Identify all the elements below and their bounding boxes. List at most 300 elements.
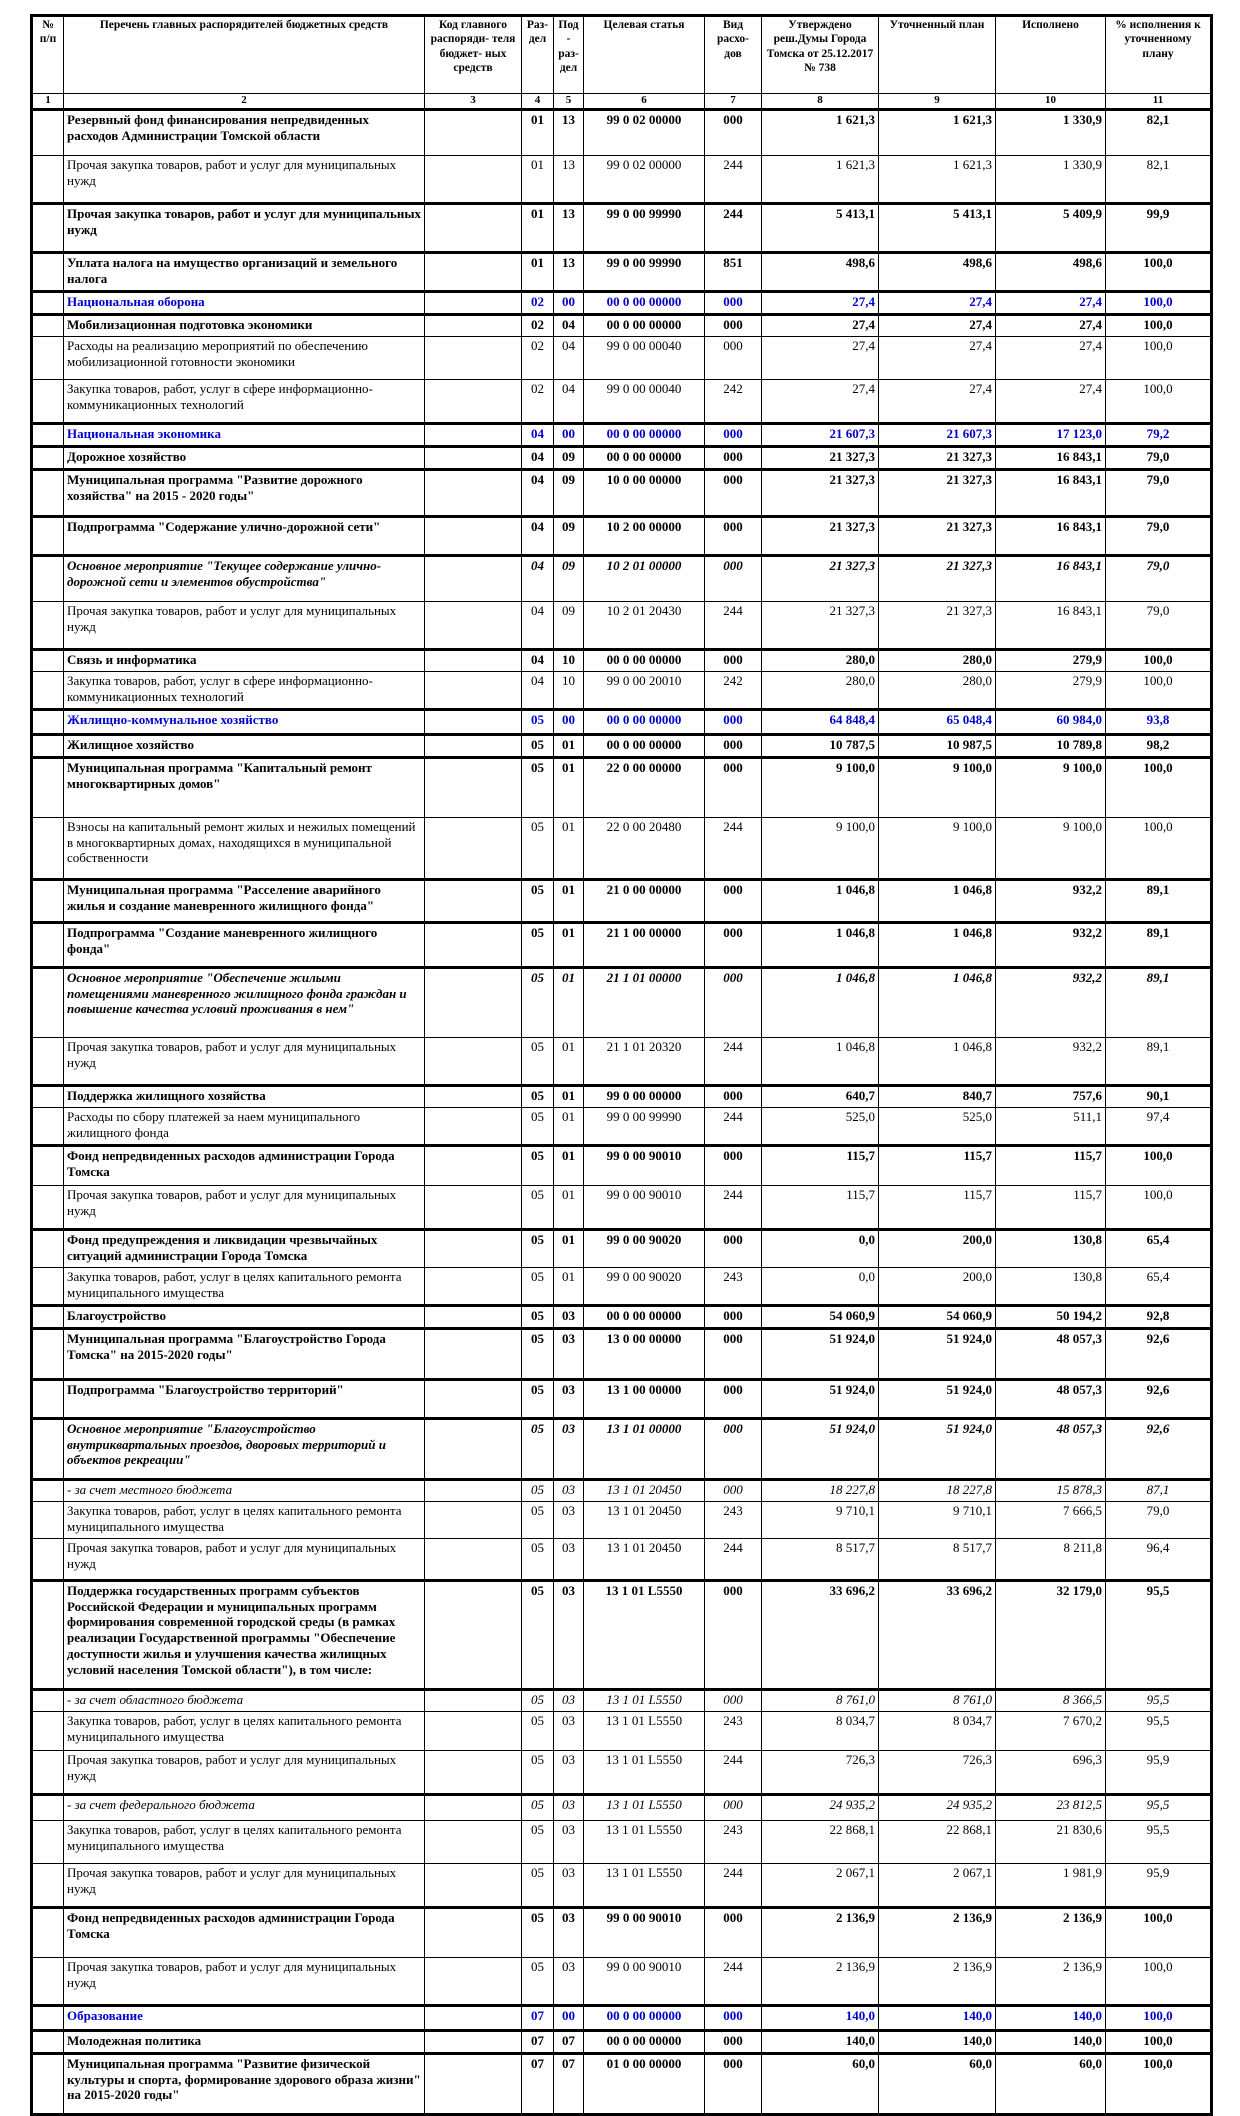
table-row [32, 1820, 1212, 1863]
cell-updated-plan: 280,0 [879, 671, 996, 709]
cell-grbs-code [425, 2053, 522, 2114]
cell-row-number [32, 1107, 64, 1145]
cell-podrazdel: 13 [554, 203, 584, 252]
cell-razdel: 05 [522, 1145, 554, 1185]
cell-percent: 79,0 [1106, 555, 1212, 601]
cell-updated-plan: 8 517,7 [879, 1538, 996, 1580]
cell-podrazdel: 01 [554, 1037, 584, 1085]
cell-approved: 9 100,0 [762, 817, 879, 879]
cell-expense-type: 000 [705, 757, 762, 817]
table-row [32, 1863, 1212, 1907]
cell-target-article: 10 2 01 00000 [584, 555, 705, 601]
cell-percent: 100,0 [1106, 757, 1212, 817]
cell-approved: 2 067,1 [762, 1863, 879, 1907]
cell-percent: 97,4 [1106, 1107, 1212, 1145]
cell-name: Прочая закупка товаров, работ и услуг для муниципальных нужд [64, 1538, 425, 1580]
table-row [32, 2053, 1212, 2114]
cell-updated-plan: 140,0 [879, 2005, 996, 2030]
cell-expense-type: 000 [705, 291, 762, 314]
cell-razdel: 04 [522, 671, 554, 709]
cell-podrazdel: 09 [554, 469, 584, 516]
table-row [32, 516, 1212, 555]
cell-target-article: 13 1 01 L5550 [584, 1689, 705, 1711]
cell-grbs-code [425, 1957, 522, 2005]
cell-percent: 92,6 [1106, 1418, 1212, 1479]
cell-podrazdel: 03 [554, 1794, 584, 1820]
cell-razdel: 05 [522, 1501, 554, 1538]
cell-row-number [32, 1711, 64, 1750]
table-row [32, 423, 1212, 446]
cell-expense-type: 000 [705, 1328, 762, 1379]
cell-row-number [32, 555, 64, 601]
cell-executed: 27,4 [996, 291, 1106, 314]
cell-target-article: 00 0 00 00000 [584, 709, 705, 734]
cell-expense-type: 000 [705, 555, 762, 601]
cell-row-number [32, 1145, 64, 1185]
cell-podrazdel: 03 [554, 1820, 584, 1863]
column-header-3: Код главного распоряди- теля бюджет- ных средств [425, 16, 522, 94]
column-header-2: Перечень главных распорядителей бюджетных средств [64, 16, 425, 94]
cell-expense-type: 243 [705, 1711, 762, 1750]
cell-target-article: 13 1 01 L5550 [584, 1794, 705, 1820]
cell-row-number [32, 1328, 64, 1379]
cell-percent: 100,0 [1106, 1145, 1212, 1185]
cell-expense-type: 243 [705, 1820, 762, 1863]
cell-target-article: 13 1 01 20450 [584, 1538, 705, 1580]
cell-row-number [32, 379, 64, 423]
cell-row-number [32, 1863, 64, 1907]
cell-podrazdel: 01 [554, 922, 584, 967]
column-header-6: Целевая статья [584, 16, 705, 94]
column-number-6: 6 [584, 94, 705, 110]
cell-name: Муниципальная программа "Благоустройство Города Томска" на 2015-2020 годы" [64, 1328, 425, 1379]
cell-target-article: 13 1 01 L5550 [584, 1711, 705, 1750]
cell-executed: 16 843,1 [996, 446, 1106, 469]
cell-updated-plan: 33 696,2 [879, 1580, 996, 1689]
cell-podrazdel: 03 [554, 1580, 584, 1689]
table-row [32, 709, 1212, 734]
cell-updated-plan: 726,3 [879, 1750, 996, 1794]
table-row [32, 671, 1212, 709]
cell-razdel: 01 [522, 155, 554, 203]
cell-percent: 95,9 [1106, 1863, 1212, 1907]
cell-grbs-code [425, 1229, 522, 1267]
cell-row-number [32, 1794, 64, 1820]
cell-row-number [32, 314, 64, 336]
cell-executed: 60 984,0 [996, 709, 1106, 734]
cell-percent: 93,8 [1106, 709, 1212, 734]
cell-name: Основное мероприятие "Благоустройство внутриквартальных проездов, дворовых территорий и объектов рекреации" [64, 1418, 425, 1479]
table-row [32, 649, 1212, 671]
cell-executed: 2 136,9 [996, 1907, 1106, 1957]
cell-target-article: 13 1 01 00000 [584, 1418, 705, 1479]
cell-target-article: 10 2 01 20430 [584, 601, 705, 649]
cell-razdel: 05 [522, 922, 554, 967]
cell-updated-plan: 200,0 [879, 1267, 996, 1305]
cell-updated-plan: 65 048,4 [879, 709, 996, 734]
cell-name: Закупка товаров, работ, услуг в целях капитального ремонта муниципального имущества [64, 1267, 425, 1305]
table-row [32, 757, 1212, 817]
cell-razdel: 02 [522, 336, 554, 379]
cell-name: Закупка товаров, работ, услуг в целях капитального ремонта муниципального имущества [64, 1820, 425, 1863]
cell-updated-plan: 22 868,1 [879, 1820, 996, 1863]
cell-approved: 21 607,3 [762, 423, 879, 446]
cell-row-number [32, 1689, 64, 1711]
cell-updated-plan: 140,0 [879, 2030, 996, 2053]
table-row [32, 109, 1212, 155]
column-number-11: 11 [1106, 94, 1212, 110]
column-number-7: 7 [705, 94, 762, 110]
cell-razdel: 05 [522, 1418, 554, 1479]
cell-percent: 79,0 [1106, 601, 1212, 649]
cell-updated-plan: 21 607,3 [879, 423, 996, 446]
cell-name: Уплата налога на имущество организаций и земельного налога [64, 252, 425, 291]
cell-row-number [32, 1085, 64, 1107]
table-row [32, 291, 1212, 314]
cell-executed: 10 789,8 [996, 734, 1106, 757]
table-row [32, 469, 1212, 516]
cell-executed: 23 812,5 [996, 1794, 1106, 1820]
table-row [32, 555, 1212, 601]
cell-target-article: 99 0 00 90010 [584, 1185, 705, 1229]
cell-percent: 90,1 [1106, 1085, 1212, 1107]
cell-executed: 1 981,9 [996, 1863, 1106, 1907]
cell-target-article: 13 1 01 20450 [584, 1501, 705, 1538]
cell-target-article: 00 0 00 00000 [584, 734, 705, 757]
cell-approved: 22 868,1 [762, 1820, 879, 1863]
cell-razdel: 02 [522, 291, 554, 314]
cell-approved: 21 327,3 [762, 601, 879, 649]
cell-approved: 1 046,8 [762, 967, 879, 1037]
cell-approved: 1 046,8 [762, 879, 879, 922]
cell-name: Закупка товаров, работ, услуг в целях капитального ремонта муниципального имущества [64, 1501, 425, 1538]
cell-razdel: 05 [522, 1711, 554, 1750]
cell-target-article: 21 1 01 00000 [584, 967, 705, 1037]
cell-row-number [32, 967, 64, 1037]
cell-name: Благоустройство [64, 1305, 425, 1328]
cell-grbs-code [425, 2030, 522, 2053]
cell-percent: 100,0 [1106, 336, 1212, 379]
cell-approved: 33 696,2 [762, 1580, 879, 1689]
cell-updated-plan: 280,0 [879, 649, 996, 671]
cell-updated-plan: 27,4 [879, 379, 996, 423]
cell-updated-plan: 21 327,3 [879, 469, 996, 516]
cell-podrazdel: 01 [554, 1185, 584, 1229]
cell-target-article: 01 0 00 00000 [584, 2053, 705, 2114]
cell-approved: 9 100,0 [762, 757, 879, 817]
cell-name: Поддержка жилищного хозяйства [64, 1085, 425, 1107]
cell-grbs-code [425, 252, 522, 291]
cell-executed: 1 330,9 [996, 155, 1106, 203]
cell-executed: 757,6 [996, 1085, 1106, 1107]
cell-expense-type: 000 [705, 1305, 762, 1328]
table-row [32, 1538, 1212, 1580]
cell-razdel: 07 [522, 2030, 554, 2053]
cell-approved: 140,0 [762, 2030, 879, 2053]
table-row [32, 1501, 1212, 1538]
cell-percent: 100,0 [1106, 1907, 1212, 1957]
cell-target-article: 99 0 02 00000 [584, 109, 705, 155]
cell-grbs-code [425, 649, 522, 671]
cell-podrazdel: 04 [554, 379, 584, 423]
cell-grbs-code [425, 1379, 522, 1418]
table-row [32, 601, 1212, 649]
cell-executed: 130,8 [996, 1267, 1106, 1305]
cell-target-article: 99 0 00 20010 [584, 671, 705, 709]
column-number-3: 3 [425, 94, 522, 110]
cell-approved: 726,3 [762, 1750, 879, 1794]
cell-expense-type: 000 [705, 1689, 762, 1711]
cell-grbs-code [425, 757, 522, 817]
cell-row-number [32, 1957, 64, 2005]
cell-executed: 2 136,9 [996, 1957, 1106, 2005]
cell-expense-type: 242 [705, 379, 762, 423]
cell-row-number [32, 155, 64, 203]
cell-target-article: 13 1 01 20450 [584, 1479, 705, 1501]
cell-grbs-code [425, 817, 522, 879]
cell-percent: 79,2 [1106, 423, 1212, 446]
cell-razdel: 05 [522, 1479, 554, 1501]
cell-row-number [32, 922, 64, 967]
cell-podrazdel: 01 [554, 1229, 584, 1267]
cell-target-article: 21 1 00 00000 [584, 922, 705, 967]
cell-updated-plan: 1 621,3 [879, 109, 996, 155]
cell-approved: 2 136,9 [762, 1957, 879, 2005]
cell-razdel: 05 [522, 879, 554, 922]
cell-razdel: 04 [522, 446, 554, 469]
cell-name: Мобилизационная подготовка экономики [64, 314, 425, 336]
cell-grbs-code [425, 1107, 522, 1145]
cell-row-number [32, 1305, 64, 1328]
cell-percent: 79,0 [1106, 469, 1212, 516]
cell-grbs-code [425, 446, 522, 469]
cell-expense-type: 244 [705, 1538, 762, 1580]
cell-executed: 60,0 [996, 2053, 1106, 2114]
cell-row-number [32, 446, 64, 469]
cell-updated-plan: 51 924,0 [879, 1328, 996, 1379]
cell-podrazdel: 09 [554, 516, 584, 555]
header-number-row [32, 94, 1212, 110]
cell-updated-plan: 525,0 [879, 1107, 996, 1145]
cell-razdel: 05 [522, 757, 554, 817]
table-row [32, 252, 1212, 291]
cell-target-article: 99 0 00 99990 [584, 1107, 705, 1145]
cell-grbs-code [425, 1820, 522, 1863]
column-header-1: № п/п [32, 16, 64, 94]
cell-expense-type: 243 [705, 1501, 762, 1538]
cell-row-number [32, 516, 64, 555]
cell-razdel: 07 [522, 2005, 554, 2030]
cell-percent: 100,0 [1106, 1185, 1212, 1229]
cell-podrazdel: 09 [554, 555, 584, 601]
table-row [32, 967, 1212, 1037]
cell-razdel: 01 [522, 109, 554, 155]
cell-grbs-code [425, 1037, 522, 1085]
table-row [32, 1085, 1212, 1107]
cell-razdel: 05 [522, 1689, 554, 1711]
header-label-row [32, 16, 1212, 94]
cell-approved: 115,7 [762, 1145, 879, 1185]
cell-name: - за счет федерального бюджета [64, 1794, 425, 1820]
cell-row-number [32, 336, 64, 379]
cell-target-article: 99 0 00 90010 [584, 1907, 705, 1957]
cell-approved: 1 621,3 [762, 155, 879, 203]
cell-podrazdel: 04 [554, 336, 584, 379]
table-row [32, 1750, 1212, 1794]
cell-approved: 525,0 [762, 1107, 879, 1145]
cell-updated-plan: 51 924,0 [879, 1379, 996, 1418]
cell-expense-type: 000 [705, 1379, 762, 1418]
cell-percent: 92,6 [1106, 1379, 1212, 1418]
cell-name: Прочая закупка товаров, работ и услуг для муниципальных нужд [64, 1750, 425, 1794]
cell-approved: 640,7 [762, 1085, 879, 1107]
cell-razdel: 05 [522, 1907, 554, 1957]
table-row [32, 1479, 1212, 1501]
cell-name: Прочая закупка товаров, работ и услуг для муниципальных нужд [64, 1863, 425, 1907]
cell-target-article: 13 1 01 L5550 [584, 1580, 705, 1689]
cell-podrazdel: 01 [554, 967, 584, 1037]
cell-name: Прочая закупка товаров, работ и услуг для муниципальных нужд [64, 1957, 425, 2005]
cell-executed: 16 843,1 [996, 469, 1106, 516]
cell-executed: 15 878,3 [996, 1479, 1106, 1501]
cell-expense-type: 000 [705, 709, 762, 734]
cell-approved: 51 924,0 [762, 1328, 879, 1379]
cell-grbs-code [425, 1328, 522, 1379]
cell-name: Фонд непредвиденных расходов администрации Города Томска [64, 1145, 425, 1185]
cell-expense-type: 244 [705, 1863, 762, 1907]
cell-approved: 140,0 [762, 2005, 879, 2030]
cell-podrazdel: 01 [554, 1107, 584, 1145]
cell-expense-type: 244 [705, 1750, 762, 1794]
cell-podrazdel: 03 [554, 1711, 584, 1750]
cell-percent: 95,5 [1106, 1580, 1212, 1689]
table-row [32, 1794, 1212, 1820]
cell-expense-type: 000 [705, 1907, 762, 1957]
cell-razdel: 05 [522, 1107, 554, 1145]
cell-approved: 8 761,0 [762, 1689, 879, 1711]
cell-grbs-code [425, 1185, 522, 1229]
cell-podrazdel: 01 [554, 817, 584, 879]
column-number-4: 4 [522, 94, 554, 110]
cell-approved: 27,4 [762, 336, 879, 379]
table-row [32, 1185, 1212, 1229]
cell-percent: 92,8 [1106, 1305, 1212, 1328]
cell-row-number [32, 1580, 64, 1689]
cell-razdel: 05 [522, 1229, 554, 1267]
cell-name: Взносы на капитальный ремонт жилых и нежилых помещений в многоквартирных домах, находящихся в муниципальной собственности [64, 817, 425, 879]
cell-podrazdel: 03 [554, 1863, 584, 1907]
cell-name: Фонд непредвиденных расходов администрации Города Томска [64, 1907, 425, 1957]
cell-name: Основное мероприятие "Обеспечение жилыми помещениями маневренного жилищного фонда граждан и повышение качества условий проживания в нем" [64, 967, 425, 1037]
cell-updated-plan: 54 060,9 [879, 1305, 996, 1328]
table-row [32, 1379, 1212, 1418]
cell-updated-plan: 115,7 [879, 1185, 996, 1229]
cell-approved: 1 046,8 [762, 922, 879, 967]
cell-expense-type: 244 [705, 155, 762, 203]
cell-executed: 17 123,0 [996, 423, 1106, 446]
cell-expense-type: 000 [705, 1229, 762, 1267]
cell-percent: 89,1 [1106, 967, 1212, 1037]
cell-percent: 100,0 [1106, 252, 1212, 291]
table-row [32, 1418, 1212, 1479]
cell-podrazdel: 01 [554, 1145, 584, 1185]
cell-grbs-code [425, 1145, 522, 1185]
cell-row-number [32, 601, 64, 649]
cell-expense-type: 000 [705, 2030, 762, 2053]
cell-expense-type: 000 [705, 967, 762, 1037]
cell-expense-type: 000 [705, 336, 762, 379]
cell-grbs-code [425, 1689, 522, 1711]
cell-row-number [32, 109, 64, 155]
cell-podrazdel: 03 [554, 1501, 584, 1538]
cell-target-article: 13 1 00 00000 [584, 1379, 705, 1418]
cell-razdel: 05 [522, 1794, 554, 1820]
cell-percent: 100,0 [1106, 379, 1212, 423]
cell-name: Прочая закупка товаров, работ и услуг для муниципальных нужд [64, 601, 425, 649]
cell-approved: 24 935,2 [762, 1794, 879, 1820]
cell-expense-type: 000 [705, 1145, 762, 1185]
cell-razdel: 04 [522, 423, 554, 446]
cell-podrazdel: 00 [554, 291, 584, 314]
cell-razdel: 05 [522, 709, 554, 734]
cell-row-number [32, 1501, 64, 1538]
cell-executed: 9 100,0 [996, 757, 1106, 817]
cell-percent: 79,0 [1106, 1501, 1212, 1538]
cell-grbs-code [425, 1267, 522, 1305]
cell-name: - за счет областного бюджета [64, 1689, 425, 1711]
cell-podrazdel: 03 [554, 1750, 584, 1794]
cell-name: Национальная экономика [64, 423, 425, 446]
cell-grbs-code [425, 1580, 522, 1689]
cell-grbs-code [425, 1501, 522, 1538]
cell-row-number [32, 2030, 64, 2053]
table-row [32, 1229, 1212, 1267]
cell-row-number [32, 671, 64, 709]
cell-expense-type: 000 [705, 649, 762, 671]
cell-grbs-code [425, 555, 522, 601]
cell-updated-plan: 9 100,0 [879, 817, 996, 879]
cell-grbs-code [425, 1794, 522, 1820]
cell-razdel: 05 [522, 1750, 554, 1794]
cell-grbs-code [425, 709, 522, 734]
cell-grbs-code [425, 203, 522, 252]
cell-percent: 100,0 [1106, 671, 1212, 709]
cell-grbs-code [425, 423, 522, 446]
cell-expense-type: 244 [705, 203, 762, 252]
cell-row-number [32, 649, 64, 671]
cell-updated-plan: 24 935,2 [879, 1794, 996, 1820]
cell-podrazdel: 13 [554, 155, 584, 203]
cell-executed: 932,2 [996, 922, 1106, 967]
cell-updated-plan: 27,4 [879, 336, 996, 379]
cell-name: Закупка товаров, работ, услуг в целях капитального ремонта муниципального имущества [64, 1711, 425, 1750]
cell-updated-plan: 840,7 [879, 1085, 996, 1107]
column-number-1: 1 [32, 94, 64, 110]
cell-approved: 2 136,9 [762, 1907, 879, 1957]
cell-expense-type: 000 [705, 1794, 762, 1820]
cell-approved: 8 517,7 [762, 1538, 879, 1580]
table-row [32, 155, 1212, 203]
cell-expense-type: 000 [705, 1479, 762, 1501]
cell-executed: 8 211,8 [996, 1538, 1106, 1580]
cell-updated-plan: 2 136,9 [879, 1907, 996, 1957]
cell-grbs-code [425, 601, 522, 649]
cell-name: Молодежная политика [64, 2030, 425, 2053]
cell-row-number [32, 817, 64, 879]
cell-percent: 98,2 [1106, 734, 1212, 757]
cell-target-article: 99 0 00 99990 [584, 252, 705, 291]
cell-grbs-code [425, 1418, 522, 1479]
